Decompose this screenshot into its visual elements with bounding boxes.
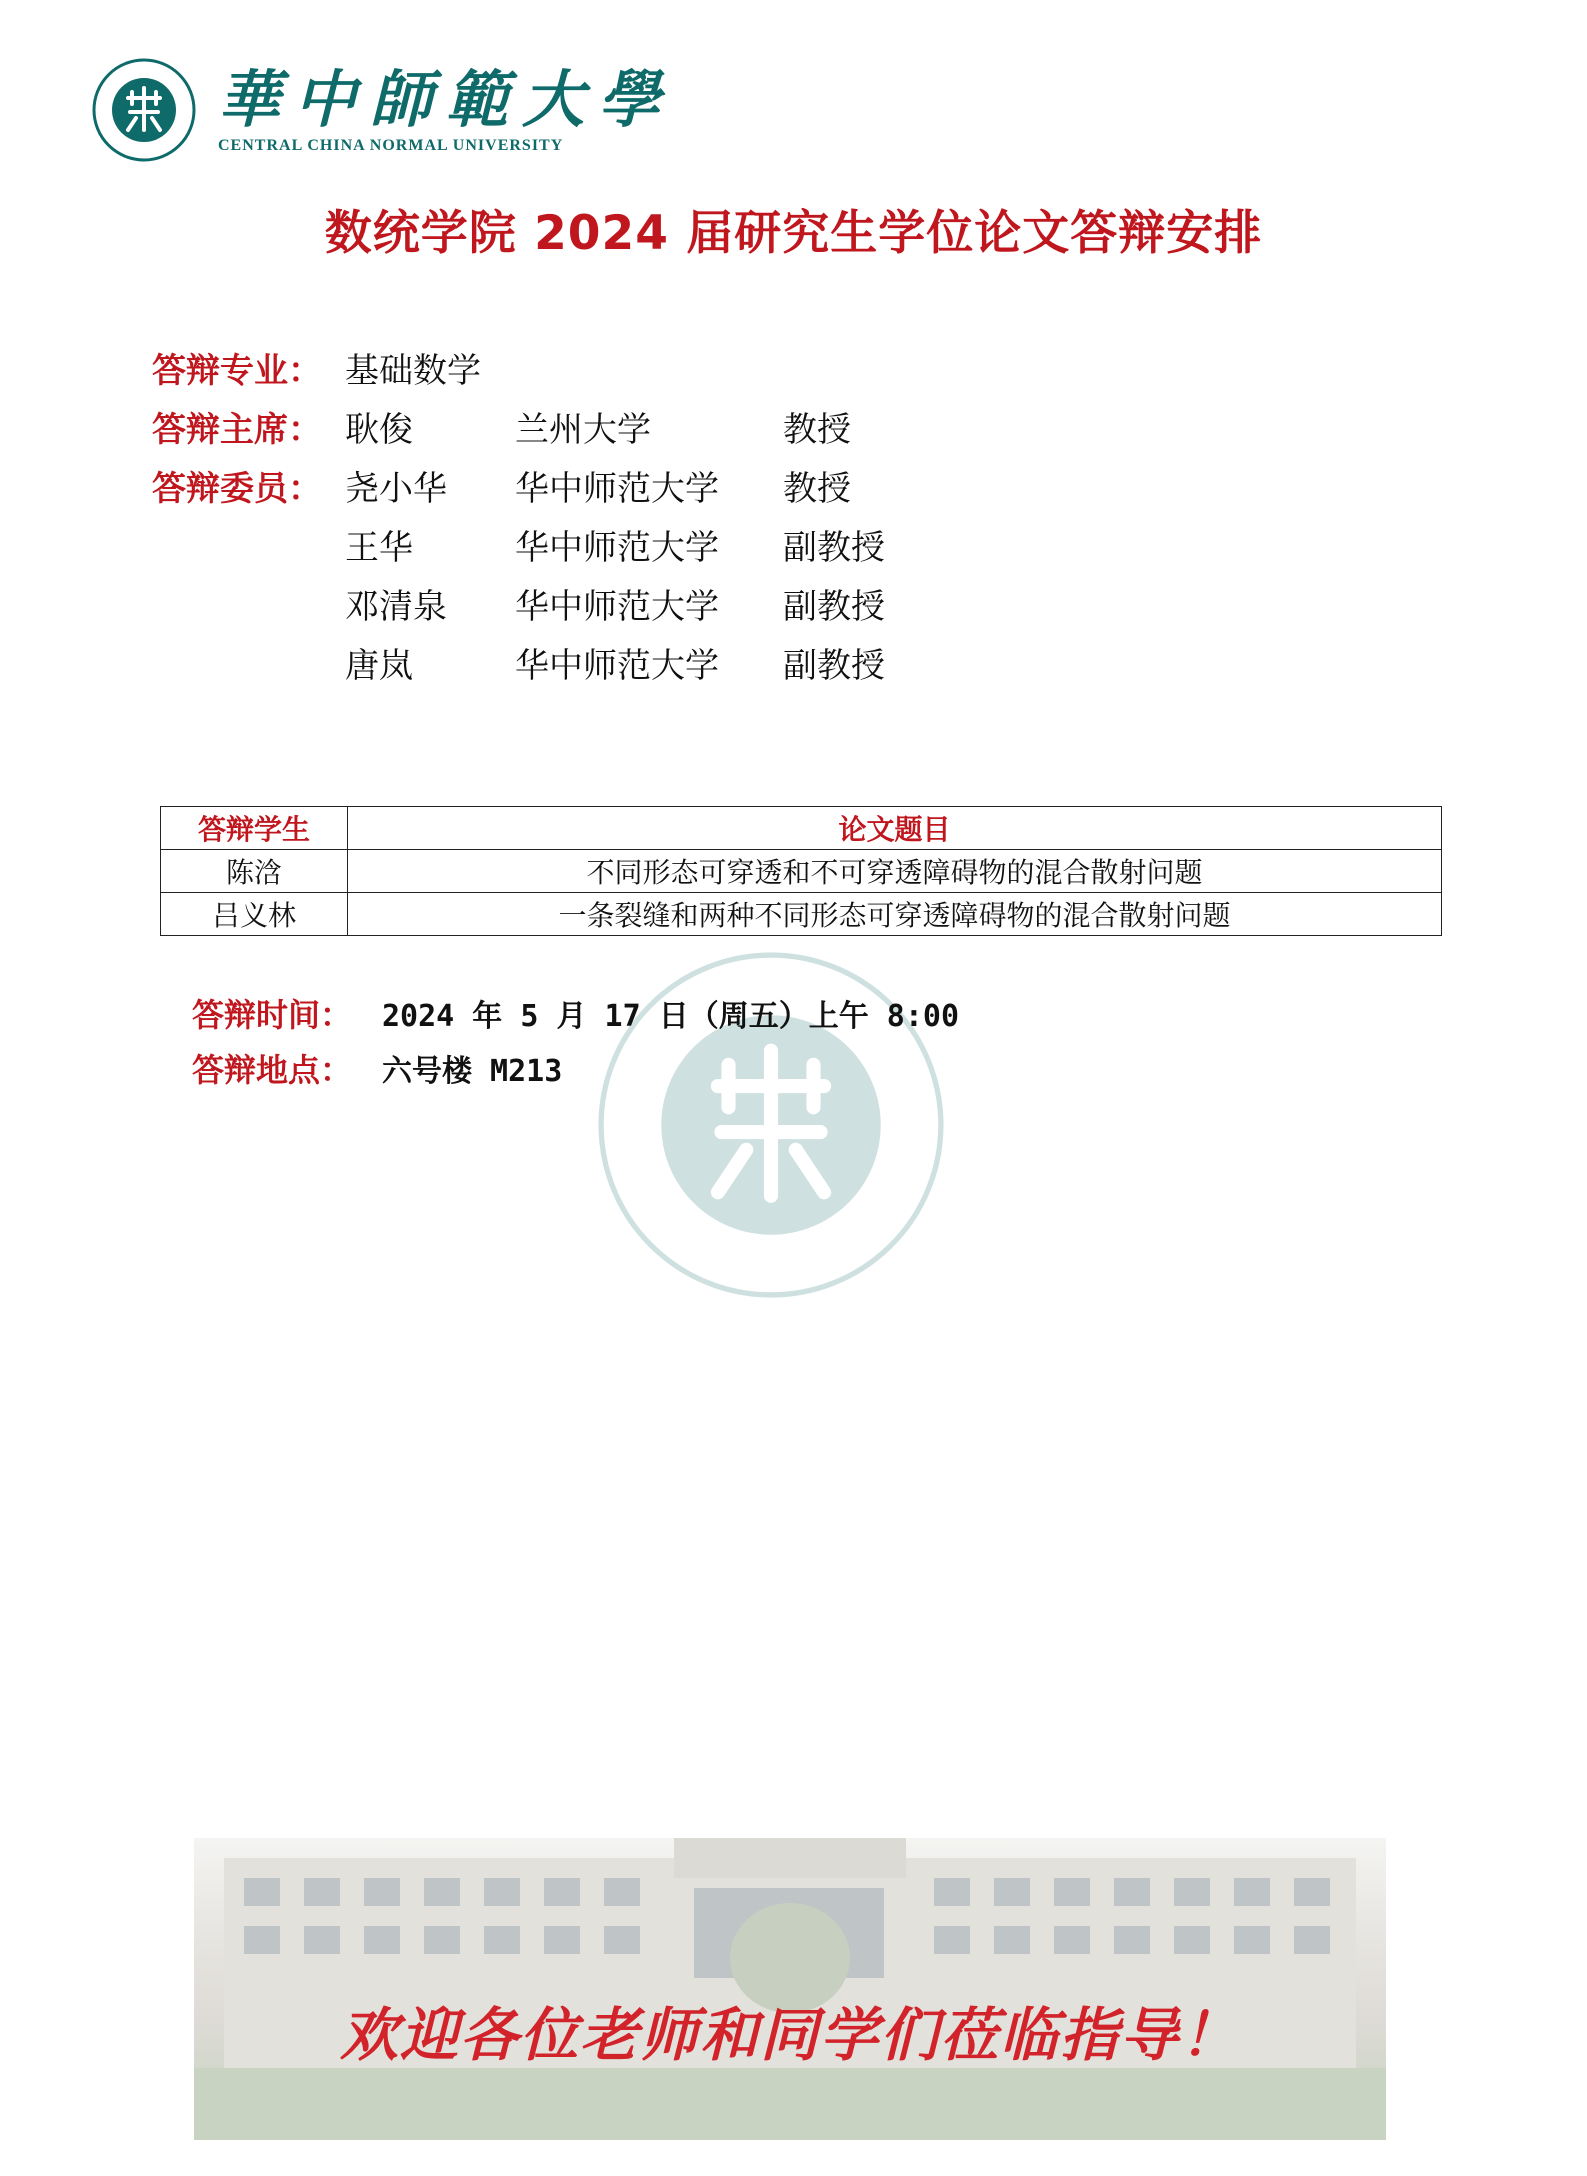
table-row xyxy=(161,893,1442,936)
column-header-title: 论文题目 xyxy=(348,807,1442,850)
page-title: 数统学院 2024 届研究生学位论文答辩安排 xyxy=(324,206,1263,261)
column-header-student: 答辩学生 xyxy=(161,807,348,850)
committee-info xyxy=(152,338,923,692)
place-label: 答辩地点： xyxy=(192,1050,353,1089)
member-name: 王华 xyxy=(345,528,413,568)
member-row xyxy=(152,574,923,633)
major-row xyxy=(152,338,923,397)
member-affiliation: 华中师范大学 xyxy=(515,469,719,509)
table-header-row xyxy=(161,807,1442,850)
thesis-title-cell: 一条裂缝和两种不同形态可穿透障碍物的混合散射问题 xyxy=(348,893,1442,936)
university-logo xyxy=(92,58,674,162)
member-rank: 副教授 xyxy=(783,587,885,627)
member-affiliation: 华中师范大学 xyxy=(515,587,719,627)
member-row xyxy=(152,515,923,574)
time-value: 2024 年 5 月 17 日（周五）上午 8:00 xyxy=(382,998,960,1034)
student-cell: 陈浛 xyxy=(161,850,348,893)
place-value: 六号楼 M213 xyxy=(382,1053,563,1089)
member-row xyxy=(152,456,923,515)
member-name: 尧小华 xyxy=(345,469,447,509)
schedule-info xyxy=(192,985,959,1095)
member-rank: 副教授 xyxy=(783,528,885,568)
members-label: 答辩委员： xyxy=(152,469,322,509)
chair-row xyxy=(152,397,923,456)
member-affiliation: 华中师范大学 xyxy=(515,646,719,686)
place-row xyxy=(192,1040,959,1095)
chair-name: 耿俊 xyxy=(345,410,413,450)
welcome-text: 欢迎各位老师和同学们莅临指导！ xyxy=(339,2001,1240,2069)
member-row xyxy=(152,633,923,692)
member-rank: 教授 xyxy=(783,469,851,509)
thesis-title-cell: 不同形态可穿透和不可穿透障碍物的混合散射问题 xyxy=(348,850,1442,893)
time-label: 答辩时间： xyxy=(192,995,353,1034)
chair-rank: 教授 xyxy=(783,410,851,450)
chair-label: 答辩主席： xyxy=(152,410,322,450)
member-name: 唐岚 xyxy=(345,646,413,686)
member-name: 邓清泉 xyxy=(345,587,447,627)
member-affiliation: 华中师范大学 xyxy=(515,528,719,568)
table-row xyxy=(161,850,1442,893)
student-cell: 吕义林 xyxy=(161,893,348,936)
university-name-cn: 華中師範大學 xyxy=(218,63,675,136)
chair-affiliation: 兰州大学 xyxy=(515,410,651,450)
university-name-en: CENTRAL CHINA NORMAL UNIVERSITY xyxy=(218,137,564,154)
university-seal-icon xyxy=(92,58,196,162)
welcome-banner xyxy=(194,1838,1386,2140)
member-rank: 副教授 xyxy=(783,646,885,686)
major-value: 基础数学 xyxy=(345,351,481,391)
time-row xyxy=(192,985,959,1040)
thesis-table xyxy=(160,806,1442,936)
major-label: 答辩专业： xyxy=(152,351,322,391)
